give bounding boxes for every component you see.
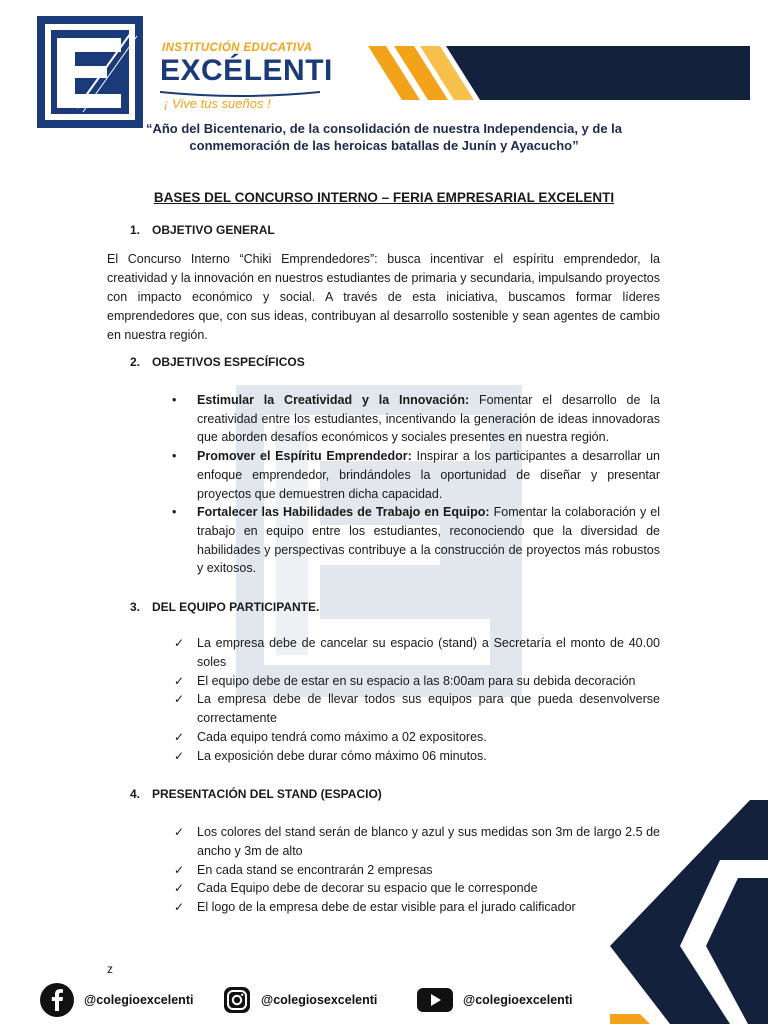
item-text: El equipo debe de estar en su espacio a las 8:00am para su debida decoración xyxy=(197,673,636,688)
check-icon: ✓ xyxy=(174,862,185,877)
item-text: La empresa debe de cancelar su espacio (stand) a Secretaría el monto de 40.00 soles xyxy=(197,636,660,669)
institution-slogan: ¡ Vive tus sueños ! xyxy=(164,96,271,111)
motto-line-2: conmemoración de las heroicas batallas de Junín y Ayacucho” xyxy=(189,138,579,153)
check-icon: ✓ xyxy=(174,673,185,688)
section-3-heading xyxy=(130,600,319,614)
check-icon: ✓ xyxy=(174,825,185,839)
list-item xyxy=(172,747,660,766)
list-item xyxy=(172,879,660,898)
list-item xyxy=(172,728,660,747)
institution-label: INSTITUCIÓN EDUCATIVA xyxy=(162,42,313,54)
item-text: Los colores del stand serán de blanco y azul y sus medidas son 3m de largo 2.5 de ancho y 3m de alto xyxy=(197,825,660,858)
section-1-paragraph: El Concurso Interno “Chiki Emprendedores”: busca incentivar el espíritu emprendedor, la creatividad y la innovación en nuestros estudiantes de primaria y secundaria, impulsando proyectos con impacto económico y social. A través de esta iniciativa, buscamos formar líderes emprendedores que, con sus ideas, contribuyan al desarrollo sostenible y sean agentes de cambio en nuestra región. xyxy=(107,252,660,342)
section-1-heading xyxy=(130,223,275,237)
section-3-number: 3. xyxy=(130,600,141,614)
team-rules-list xyxy=(172,634,660,766)
list-item xyxy=(172,823,660,861)
youtube-icon xyxy=(417,987,453,1013)
item-bold: Fortalecer las Habilidades de Trabajo en Equipo: xyxy=(197,505,490,520)
institution-name: EXCÉLENTI xyxy=(160,54,333,87)
section-1-number: 1. xyxy=(130,223,141,237)
document-title: BASES DEL CONCURSO INTERNO – FERIA EMPRESARIAL EXCELENTI xyxy=(153,190,615,205)
year-motto xyxy=(120,120,648,154)
item-text: La empresa debe de llevar todos sus equipos para que pueda desenvolverse correctamente xyxy=(197,692,660,726)
motto-line-1: “Año del Bicentenario, de la consolidación de nuestra Independencia, y de la xyxy=(145,121,623,136)
item-text: Fomentar el desarrollo de la creatividad entre los estudiantes, incentivando la generación de ideas innovadoras que aborden desafíos económicos y sociales presentes en nuestra región. xyxy=(197,393,660,445)
item-text: Fomentar la colaboración y el trabajo en equipo entre los estudiantes, reconociendo que la diversidad de habilidades y perspectivas contribuye a la construcción de proyectos más robustos y exitosos. xyxy=(197,505,660,576)
instagram-handle: @colegiosexcelenti xyxy=(261,993,378,1007)
section-2-number: 2. xyxy=(130,355,141,369)
bullet-icon: • xyxy=(172,505,177,520)
section-4-number: 4. xyxy=(130,787,141,801)
item-bold: Estimular la Creatividad y la Innovación: xyxy=(197,393,470,407)
item-text: Cada Equipo debe de decorar su espacio que le corresponde xyxy=(197,881,538,896)
section-3-title: DEL EQUIPO PARTICIPANTE. xyxy=(152,600,320,614)
item-text: En cada stand se encontrarán 2 empresas xyxy=(197,862,433,877)
item-bold: Promover el Espíritu Emprendedor: xyxy=(197,449,412,464)
check-icon: ✓ xyxy=(174,692,185,707)
check-icon: ✓ xyxy=(174,900,185,915)
stray-character: z xyxy=(107,962,113,976)
bullet-icon: • xyxy=(172,449,177,464)
list-item xyxy=(172,690,660,728)
item-text: El logo de la empresa debe de estar visible para el jurado calificador xyxy=(197,900,576,915)
youtube-link[interactable] xyxy=(417,982,572,1018)
youtube-handle: @colegioexcelenti xyxy=(463,993,573,1007)
list-item xyxy=(172,861,660,880)
logo-e-icon xyxy=(37,16,143,128)
facebook-icon xyxy=(40,983,74,1017)
check-icon: ✓ xyxy=(174,881,185,896)
list-item xyxy=(172,634,660,672)
brand-block xyxy=(158,40,333,120)
check-icon: ✓ xyxy=(174,729,185,744)
objectives-list xyxy=(172,391,660,578)
facebook-link[interactable] xyxy=(40,982,193,1018)
item-text: Inspirar a los participantes a desarrollar un enfoque emprendedor, brindándoles la oportunidad de diseñar y presentar proyectos que demuestren dicha capacidad. xyxy=(197,449,660,501)
facebook-handle: @colegioexcelenti xyxy=(84,993,194,1007)
section-2-title: OBJETIVOS ESPECÍFICOS xyxy=(152,355,305,369)
list-item xyxy=(172,447,660,503)
check-icon: ✓ xyxy=(174,636,185,650)
header-stripes xyxy=(368,44,750,102)
section-4-title: PRESENTACIÓN DEL STAND (ESPACIO) xyxy=(152,787,382,801)
section-4-heading xyxy=(130,787,382,801)
section-1-title: OBJETIVO GENERAL xyxy=(152,223,275,237)
instagram-link[interactable] xyxy=(223,982,377,1018)
list-item xyxy=(172,503,660,578)
stand-rules-list xyxy=(172,823,660,917)
item-text: Cada equipo tendrá como máximo a 02 expositores. xyxy=(197,729,487,744)
list-item xyxy=(172,672,660,691)
instagram-icon xyxy=(223,986,251,1014)
footer-social xyxy=(40,982,640,1018)
section-2-heading xyxy=(130,355,305,369)
list-item xyxy=(172,391,660,447)
check-icon: ✓ xyxy=(174,748,185,763)
bullet-icon: • xyxy=(172,393,177,407)
list-item xyxy=(172,898,660,917)
item-text: La exposición debe durar cómo máximo 06 minutos. xyxy=(197,748,487,763)
